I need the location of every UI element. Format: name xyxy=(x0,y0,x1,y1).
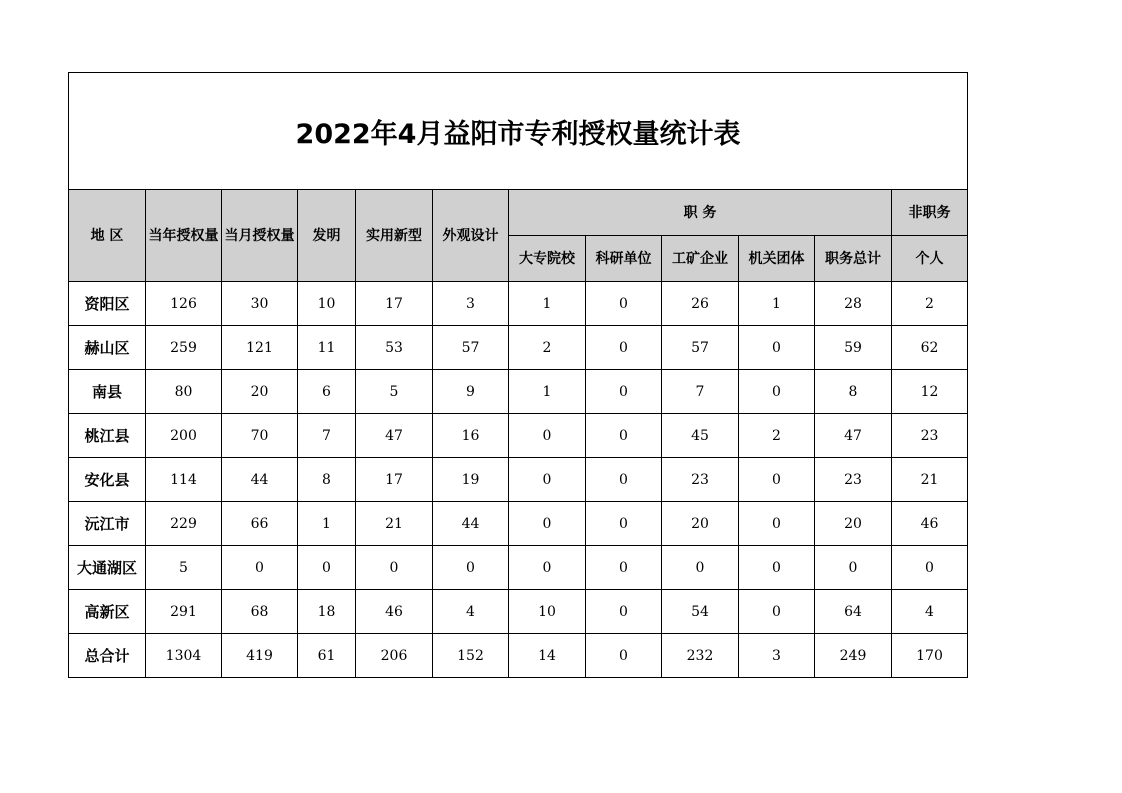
header-non-service: 非职务 xyxy=(892,190,968,236)
table-cell: 64 xyxy=(815,590,892,634)
table-cell: 20 xyxy=(222,370,298,414)
table-cell: 19 xyxy=(433,458,509,502)
table-cell: 0 xyxy=(222,546,298,590)
row-region-label: 资阳区 xyxy=(69,282,146,326)
row-region-label: 总合计 xyxy=(69,634,146,678)
header-sub-individual: 个人 xyxy=(892,236,968,282)
table-cell: 53 xyxy=(356,326,433,370)
table-cell: 0 xyxy=(739,458,815,502)
table-cell: 7 xyxy=(662,370,739,414)
table-cell: 16 xyxy=(433,414,509,458)
table-cell: 5 xyxy=(146,546,222,590)
table-cell: 28 xyxy=(815,282,892,326)
table-cell: 61 xyxy=(298,634,356,678)
table-cell: 12 xyxy=(892,370,968,414)
table-row xyxy=(69,502,968,546)
header-region: 地 区 xyxy=(69,190,146,282)
table-cell: 6 xyxy=(298,370,356,414)
table-cell: 170 xyxy=(892,634,968,678)
table-cell: 0 xyxy=(509,458,586,502)
row-region-label: 沅江市 xyxy=(69,502,146,546)
header-month-total: 当月授权量 xyxy=(222,190,298,282)
table-cell: 68 xyxy=(222,590,298,634)
table-cell: 21 xyxy=(356,502,433,546)
table-cell: 8 xyxy=(815,370,892,414)
table-row xyxy=(69,282,968,326)
table-cell: 57 xyxy=(433,326,509,370)
table-row xyxy=(69,634,968,678)
table-cell: 0 xyxy=(586,326,662,370)
row-region-label: 桃江县 xyxy=(69,414,146,458)
header-year-total: 当年授权量 xyxy=(146,190,222,282)
table-cell: 0 xyxy=(739,590,815,634)
table-cell: 232 xyxy=(662,634,739,678)
table-cell: 46 xyxy=(356,590,433,634)
table-cell: 3 xyxy=(433,282,509,326)
table-cell: 5 xyxy=(356,370,433,414)
table-cell: 0 xyxy=(662,546,739,590)
table-row xyxy=(69,590,968,634)
table-cell: 0 xyxy=(815,546,892,590)
table-cell: 54 xyxy=(662,590,739,634)
table-cell: 45 xyxy=(662,414,739,458)
table-cell: 23 xyxy=(815,458,892,502)
table-cell: 3 xyxy=(739,634,815,678)
table-cell: 0 xyxy=(586,546,662,590)
table-cell: 291 xyxy=(146,590,222,634)
table-cell: 0 xyxy=(586,282,662,326)
row-region-label: 南县 xyxy=(69,370,146,414)
table-cell: 20 xyxy=(662,502,739,546)
table-cell: 0 xyxy=(892,546,968,590)
header-utility: 实用新型 xyxy=(356,190,433,282)
table-cell: 8 xyxy=(298,458,356,502)
header-invention: 发明 xyxy=(298,190,356,282)
table-cell: 23 xyxy=(892,414,968,458)
table-cell: 47 xyxy=(815,414,892,458)
table-cell: 59 xyxy=(815,326,892,370)
table-cell: 10 xyxy=(298,282,356,326)
header-sub-research: 科研单位 xyxy=(586,236,662,282)
table-cell: 57 xyxy=(662,326,739,370)
table-cell: 70 xyxy=(222,414,298,458)
table-cell: 66 xyxy=(222,502,298,546)
table-cell: 1 xyxy=(509,282,586,326)
header-design: 外观设计 xyxy=(433,190,509,282)
table-row xyxy=(69,546,968,590)
row-region-label: 赫山区 xyxy=(69,326,146,370)
row-region-label: 高新区 xyxy=(69,590,146,634)
table-cell: 26 xyxy=(662,282,739,326)
header-sub-service-total: 职务总计 xyxy=(815,236,892,282)
table-cell: 0 xyxy=(586,502,662,546)
table-cell: 114 xyxy=(146,458,222,502)
table-cell: 0 xyxy=(509,502,586,546)
table-cell: 23 xyxy=(662,458,739,502)
table-cell: 11 xyxy=(298,326,356,370)
table-cell: 47 xyxy=(356,414,433,458)
table-row xyxy=(69,458,968,502)
table-cell: 18 xyxy=(298,590,356,634)
table-cell: 0 xyxy=(739,546,815,590)
header-service: 职 务 xyxy=(509,190,892,236)
table-cell: 30 xyxy=(222,282,298,326)
table-cell: 80 xyxy=(146,370,222,414)
table-cell: 259 xyxy=(146,326,222,370)
table-cell: 1304 xyxy=(146,634,222,678)
table-cell: 419 xyxy=(222,634,298,678)
table-cell: 0 xyxy=(509,546,586,590)
table-cell: 0 xyxy=(586,370,662,414)
table-cell: 0 xyxy=(586,414,662,458)
table-cell: 126 xyxy=(146,282,222,326)
table-cell: 0 xyxy=(739,326,815,370)
header-sub-industry: 工矿企业 xyxy=(662,236,739,282)
table-cell: 229 xyxy=(146,502,222,546)
table-cell: 1 xyxy=(298,502,356,546)
table-cell: 0 xyxy=(298,546,356,590)
table-row xyxy=(69,370,968,414)
table-cell: 4 xyxy=(892,590,968,634)
row-region-label: 安化县 xyxy=(69,458,146,502)
header-sub-agencies: 机关团体 xyxy=(739,236,815,282)
table-cell: 21 xyxy=(892,458,968,502)
table-cell: 2 xyxy=(739,414,815,458)
table-cell: 17 xyxy=(356,282,433,326)
table-cell: 1 xyxy=(739,282,815,326)
table-row xyxy=(69,326,968,370)
table-cell: 206 xyxy=(356,634,433,678)
table-cell: 4 xyxy=(433,590,509,634)
table-cell: 7 xyxy=(298,414,356,458)
table-cell: 46 xyxy=(892,502,968,546)
table-cell: 0 xyxy=(586,590,662,634)
table-cell: 44 xyxy=(433,502,509,546)
table-cell: 152 xyxy=(433,634,509,678)
table-cell: 0 xyxy=(739,502,815,546)
table-cell: 0 xyxy=(356,546,433,590)
header-sub-colleges: 大专院校 xyxy=(509,236,586,282)
table-cell: 0 xyxy=(586,458,662,502)
table-cell: 200 xyxy=(146,414,222,458)
table-cell: 17 xyxy=(356,458,433,502)
table-cell: 249 xyxy=(815,634,892,678)
table-cell: 0 xyxy=(586,634,662,678)
table-cell: 2 xyxy=(509,326,586,370)
table-cell: 10 xyxy=(509,590,586,634)
table-cell: 2 xyxy=(892,282,968,326)
table-cell: 62 xyxy=(892,326,968,370)
table-cell: 9 xyxy=(433,370,509,414)
table-cell: 121 xyxy=(222,326,298,370)
table-cell: 0 xyxy=(739,370,815,414)
row-region-label: 大通湖区 xyxy=(69,546,146,590)
patent-statistics-table xyxy=(68,72,968,678)
table-cell: 44 xyxy=(222,458,298,502)
table-cell: 0 xyxy=(509,414,586,458)
table-cell: 20 xyxy=(815,502,892,546)
table-cell: 0 xyxy=(433,546,509,590)
table-title: 2022年4月益阳市专利授权量统计表 xyxy=(69,73,968,190)
table-cell: 1 xyxy=(509,370,586,414)
table-row xyxy=(69,414,968,458)
table-cell: 14 xyxy=(509,634,586,678)
